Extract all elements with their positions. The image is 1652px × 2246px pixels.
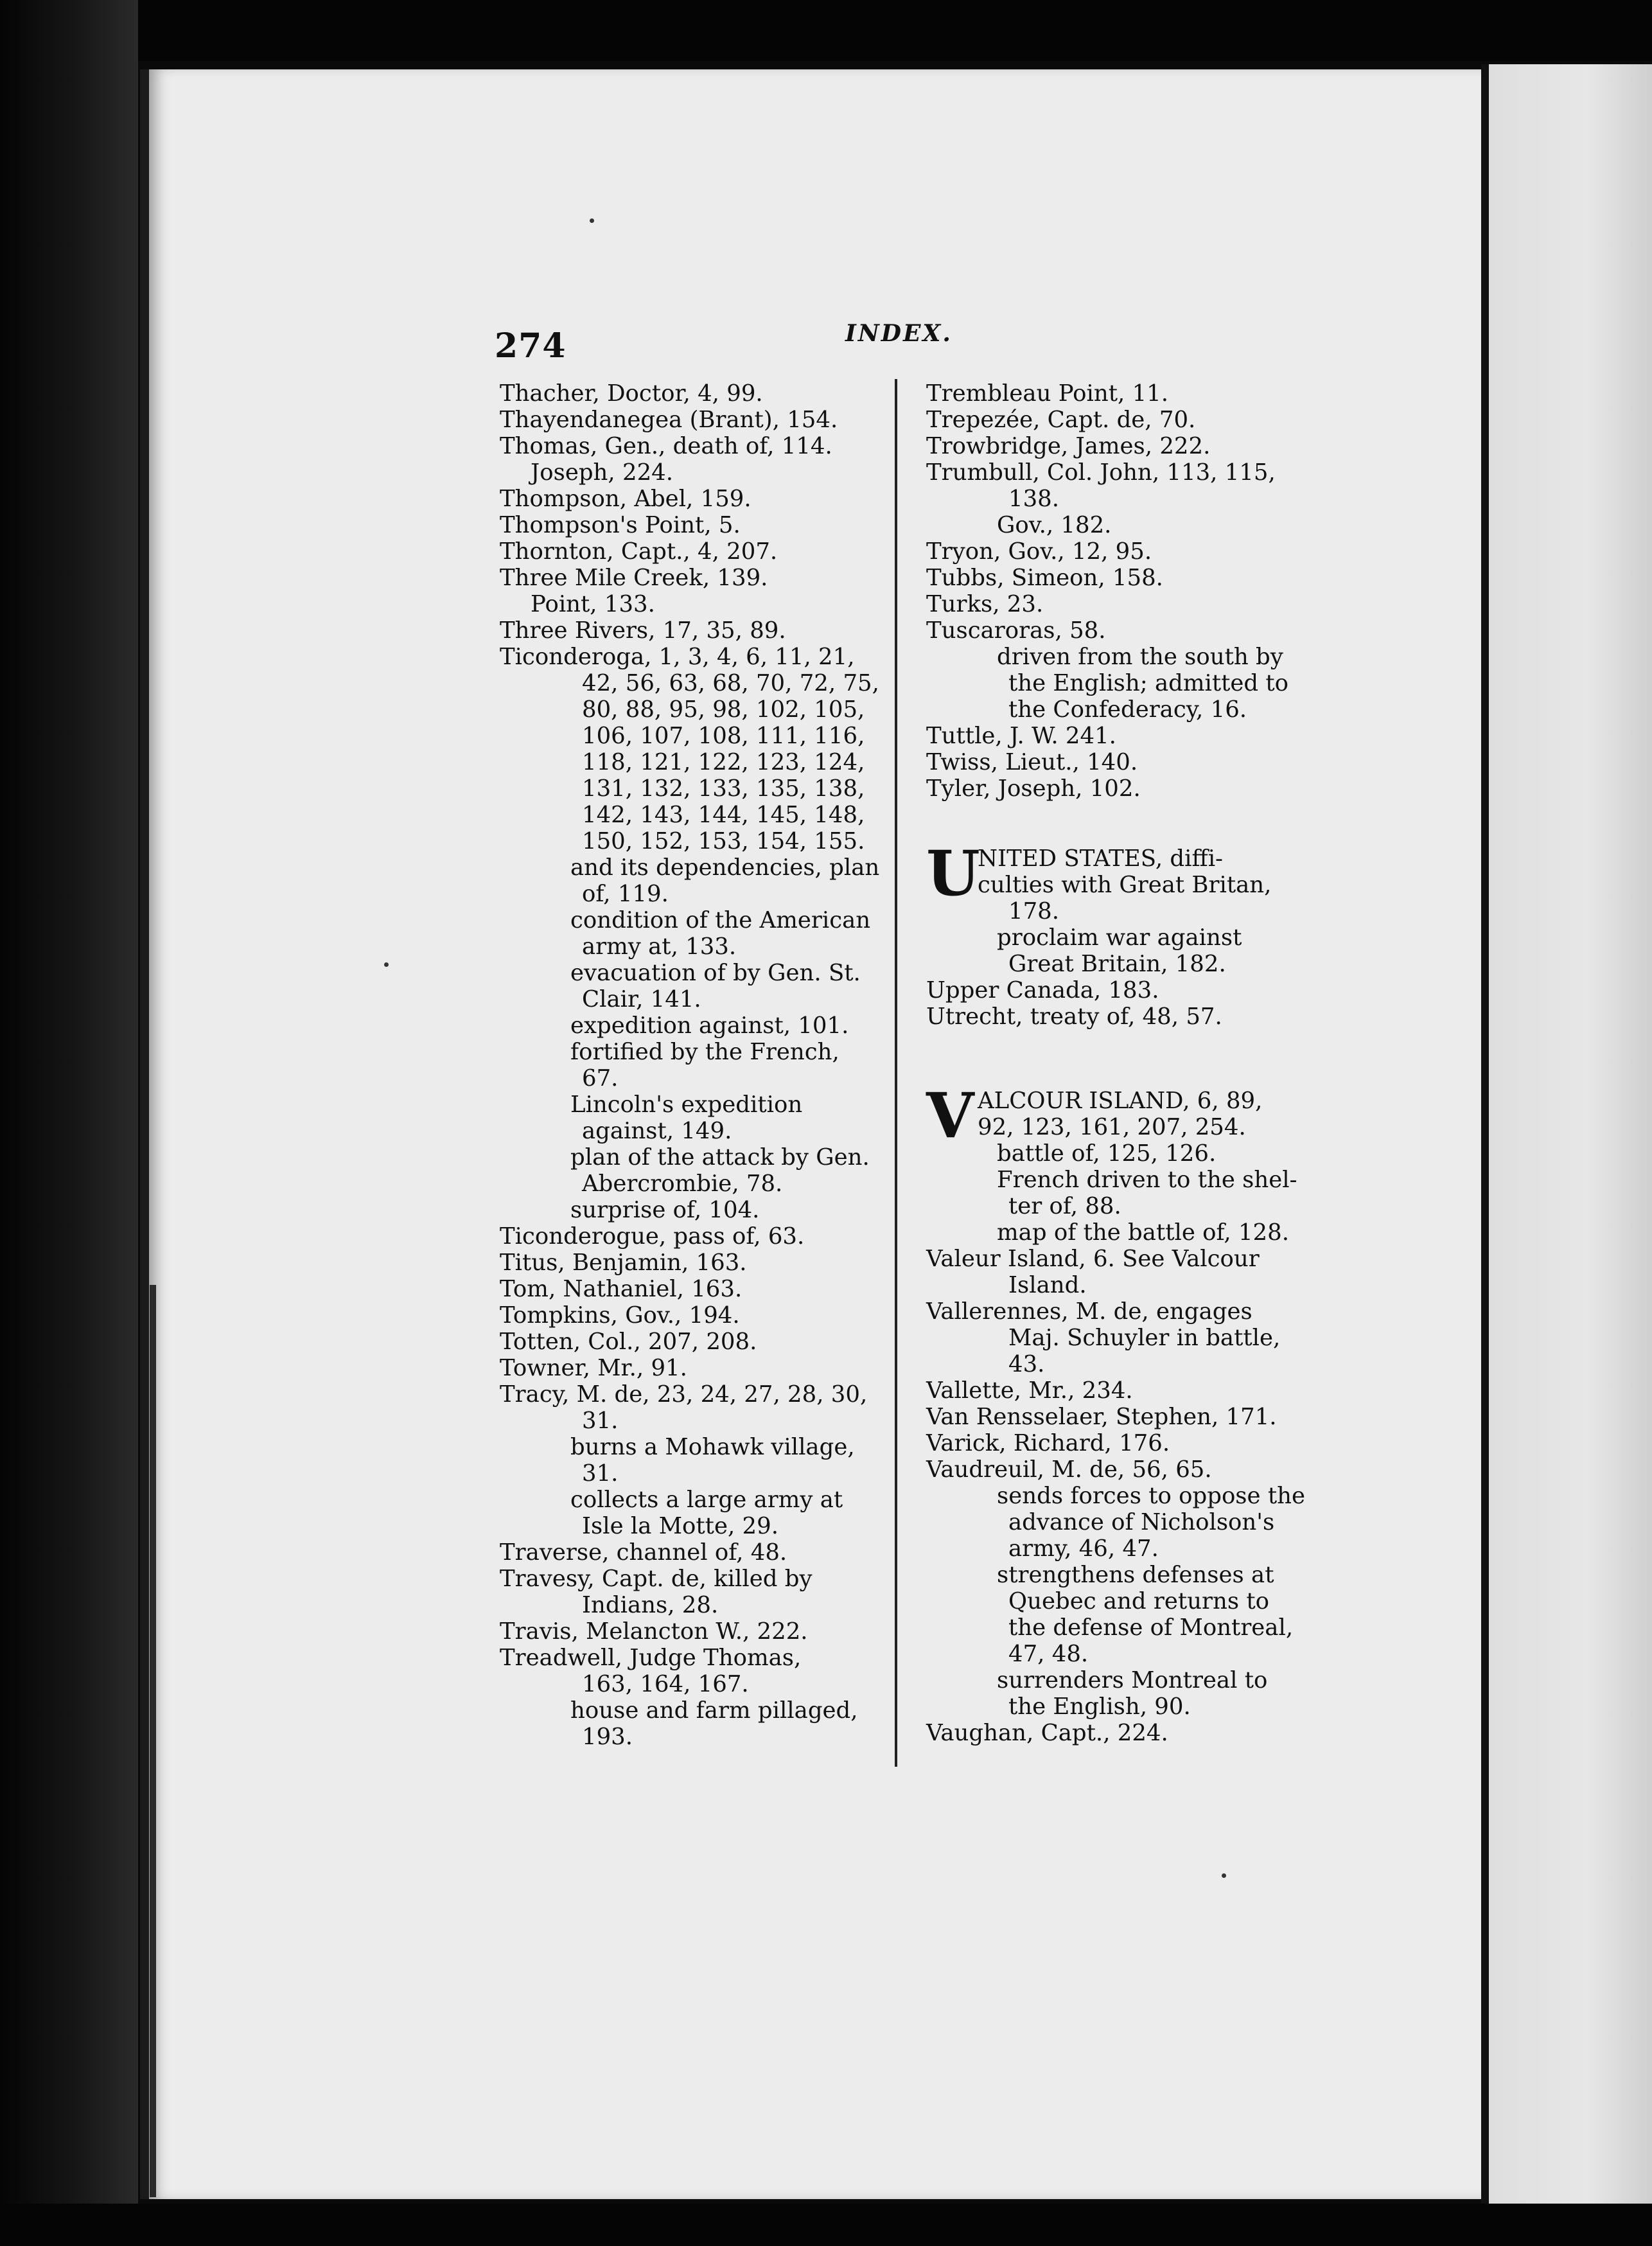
index-entry: ter of, 88. (1008, 1193, 1121, 1219)
index-entry: Thacher, Doctor, 4, 99. (500, 380, 763, 407)
index-entry: Three Rivers, 17, 35, 89. (500, 617, 786, 644)
v-entries (926, 1140, 1315, 1746)
u-entries (926, 898, 1315, 1030)
index-entry: Clair, 141. (582, 986, 701, 1012)
page-gutter (1481, 64, 1489, 2204)
index-entry: battle of, 125, 126. (997, 1140, 1217, 1167)
index-entry: ALCOUR ISLAND, 6, 89, (978, 1088, 1263, 1114)
index-entry: the English, 90. (1008, 1693, 1191, 1720)
column-divider (895, 379, 897, 1767)
index-entry: Van Rensselaer, Stephen, 171. (926, 1404, 1277, 1430)
index-entry: Thomas, Gen., death of, 114. (500, 433, 832, 459)
index-entry: Three Mile Creek, 139. (500, 565, 768, 591)
index-entry: sends forces to oppose the (997, 1483, 1305, 1509)
index-entry: Upper Canada, 183. (926, 977, 1159, 1004)
index-entry: the defense of Montreal, (1008, 1614, 1294, 1641)
index-entry: burns a Mohawk village, (570, 1434, 855, 1460)
index-entry: strengthens defenses at (997, 1562, 1274, 1588)
index-entry: Quebec and returns to (1008, 1588, 1269, 1614)
index-entry: Tracy, M. de, 23, 24, 27, 28, 30, (500, 1381, 868, 1408)
index-entry: Trepezée, Capt. de, 70. (926, 407, 1196, 433)
index-entry: condition of the American (570, 907, 871, 933)
index-entry: plan of the attack by Gen. (570, 1144, 870, 1171)
index-entry: Island. (1008, 1272, 1087, 1298)
index-entry: advance of Nicholson's (1008, 1509, 1275, 1535)
index-entry: French driven to the shel- (997, 1167, 1297, 1193)
scan-left-edge (0, 0, 138, 2246)
index-entry: Travis, Melancton W., 222. (500, 1618, 808, 1645)
index-entry: evacuation of by Gen. St. (570, 960, 861, 986)
dropcap-u: U (926, 837, 980, 910)
index-entry: Towner, Mr., 91. (500, 1355, 687, 1381)
print-speck (1222, 1873, 1226, 1878)
index-entry: Tom, Nathaniel, 163. (500, 1276, 743, 1302)
index-entry: Abercrombie, 78. (582, 1171, 783, 1197)
index-entry: 106, 107, 108, 111, 116, (582, 723, 865, 749)
index-entry: Trumbull, Col. John, 113, 115, (926, 459, 1276, 486)
index-entry: Thompson's Point, 5. (500, 512, 741, 538)
index-entry: 193. (582, 1724, 633, 1750)
index-entry: Tyler, Joseph, 102. (926, 775, 1141, 802)
index-entry: Thornton, Capt., 4, 207. (500, 538, 778, 565)
index-entry: Ticonderogue, pass of, 63. (500, 1223, 805, 1250)
index-entry: Ticonderoga, 1, 3, 4, 6, 11, 21, (500, 644, 855, 670)
scan-top-border (0, 0, 1652, 61)
index-entry: culties with Great Britan, (978, 872, 1272, 898)
index-entry: 178. (1008, 898, 1060, 924)
index-entry: the Confederacy, 16. (1008, 696, 1247, 723)
index-entry: 142, 143, 144, 145, 148, (582, 802, 865, 828)
facing-page-edge (1489, 64, 1652, 2204)
index-entry: expedition against, 101. (570, 1012, 849, 1039)
index-entry: Joseph, 224. (531, 459, 674, 486)
index-entry: 31. (582, 1408, 619, 1434)
index-entry: surrenders Montreal to (997, 1667, 1268, 1693)
index-entry: 163, 164, 167. (582, 1671, 749, 1697)
index-entry: army, 46, 47. (1008, 1535, 1159, 1562)
index-entry: Thayendanegea (Brant), 154. (500, 407, 838, 433)
index-entry: map of the battle of, 128. (997, 1219, 1289, 1246)
index-entry: surprise of, 104. (570, 1197, 760, 1223)
index-entry: against, 149. (582, 1118, 732, 1144)
t-entries (926, 380, 1315, 802)
index-entry: Totten, Col., 207, 208. (500, 1329, 757, 1355)
index-entry: Thompson, Abel, 159. (500, 486, 751, 512)
index-entry: Valeur Island, 6. See Valcour (926, 1246, 1260, 1272)
index-entry: Great Britain, 182. (1008, 951, 1226, 977)
page-edge-shadow (150, 1285, 156, 2197)
index-entry: 150, 152, 153, 154, 155. (582, 828, 865, 854)
index-entry: Vaughan, Capt., 224. (926, 1720, 1168, 1746)
index-entry: NITED STATES, diffi- (978, 845, 1224, 872)
print-speck (384, 962, 389, 967)
index-entry: 131, 132, 133, 135, 138, (582, 775, 865, 802)
index-entry: Treadwell, Judge Thomas, (500, 1645, 802, 1671)
index-entry: Tuscaroras, 58. (926, 617, 1106, 644)
index-entry: 118, 121, 122, 123, 124, (582, 749, 865, 775)
index-entry: 47, 48. (1008, 1641, 1089, 1667)
index-entry: Tuttle, J. W. 241. (926, 723, 1116, 749)
index-entry: 43. (1008, 1351, 1045, 1377)
index-entry: Maj. Schuyler in battle, (1008, 1325, 1281, 1351)
index-entry: Titus, Benjamin, 163. (500, 1250, 747, 1276)
index-entry: Tryon, Gov., 12, 95. (926, 538, 1152, 565)
index-entry: 31. (582, 1460, 619, 1487)
index-entry: Twiss, Lieut., 140. (926, 749, 1138, 775)
index-entry: the English; admitted to (1008, 670, 1289, 696)
index-entry: 42, 56, 63, 68, 70, 72, 75, (582, 670, 879, 696)
index-entry: Indians, 28. (582, 1592, 719, 1618)
index-entry: Tubbs, Simeon, 158. (926, 565, 1163, 591)
index-entry: and its dependencies, plan (570, 854, 880, 881)
scan-bottom-border (0, 2204, 1652, 2246)
index-entry: Traverse, channel of, 48. (500, 1539, 787, 1566)
index-entry: house and farm pillaged, (570, 1697, 858, 1724)
index-entry: 80, 88, 95, 98, 102, 105, (582, 696, 865, 723)
index-entry: Turks, 23. (926, 591, 1044, 617)
index-entry: 67. (582, 1065, 619, 1092)
index-entry: Lincoln's expedition (570, 1092, 803, 1118)
index-entry: Point, 133. (531, 591, 655, 617)
index-entry: Utrecht, treaty of, 48, 57. (926, 1004, 1222, 1030)
index-entry: proclaim war against (997, 924, 1242, 951)
index-entry: 138. (1008, 486, 1060, 512)
print-speck (590, 218, 594, 223)
index-entry: Vallerennes, M. de, engages (926, 1298, 1252, 1325)
index-entry: Travesy, Capt. de, killed by (500, 1566, 813, 1592)
dropcap-v: V (926, 1079, 974, 1152)
section-gap (926, 802, 1315, 845)
index-entry: Trowbridge, James, 222. (926, 433, 1211, 459)
running-head: INDEX. (845, 320, 953, 347)
section-u-heading (926, 837, 1315, 910)
right-column (926, 380, 1315, 1746)
index-entry: Tompkins, Gov., 194. (500, 1302, 740, 1329)
index-entry: army at, 133. (582, 933, 737, 960)
index-entry: Gov., 182. (997, 512, 1112, 538)
section-v-heading (926, 1079, 1315, 1152)
index-entry: fortified by the French, (570, 1039, 839, 1065)
index-entry: Trembleau Point, 11. (926, 380, 1169, 407)
index-entry: Varick, Richard, 176. (926, 1430, 1170, 1456)
index-entry: driven from the south by (997, 644, 1283, 670)
index-entry: Vallette, Mr., 234. (926, 1377, 1133, 1404)
index-entry: collects a large army at (570, 1487, 843, 1513)
page-number: 274 (495, 326, 567, 366)
index-entry: Isle la Motte, 29. (582, 1513, 778, 1539)
section-gap (926, 1030, 1315, 1088)
left-column (500, 380, 884, 1750)
index-entry: of, 119. (582, 881, 669, 907)
index-entry: 92, 123, 161, 207, 254. (978, 1114, 1246, 1140)
index-entry: Vaudreuil, M. de, 56, 65. (926, 1456, 1212, 1483)
